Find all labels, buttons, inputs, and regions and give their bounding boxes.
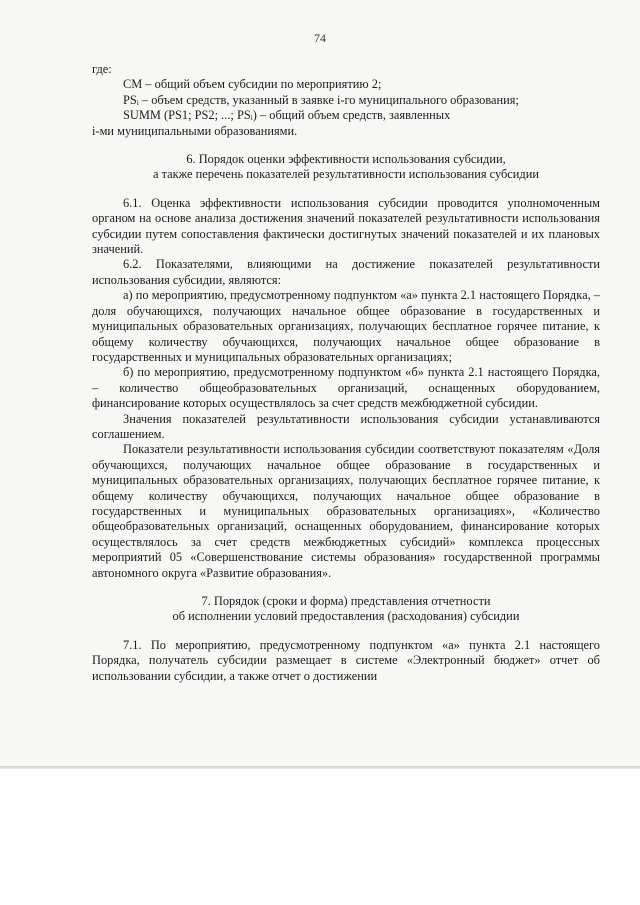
intro-where: где: bbox=[92, 62, 112, 76]
paragraph-7-1: 7.1. По мероприятию, предусмотренному подпунктом «а» пункта 2.1 настоящего Порядка, получатель субсидии размещает в системе «Электронный бюджет» отчет об использовании субсидии, а также отчет о достижении bbox=[92, 637, 600, 683]
item-a: а) по мероприятию, предусмотренному подпунктом «а» пункта 2.1 настоящего Порядка, – доля обучающихся, получающих начальное общее образование в государственных и муниципальных образовательных организациях, получающих бесплатное горячее питание, к общему количеству обучающихся, получающих начальное общее образование в государственных и муниципальных образовательных организациях; bbox=[92, 288, 600, 364]
section7-title-line2: об исполнении условий предоставления (расходования) субсидии bbox=[172, 609, 520, 624]
page-number: 74 bbox=[314, 31, 326, 45]
section7-title-line1: 7. Порядок (сроки и форма) представления отчетности bbox=[201, 594, 491, 608]
document-body bbox=[92, 62, 600, 684]
definition-ps: PSᵢ – объем средств, указанный в заявке i-го муниципального образования; bbox=[123, 92, 519, 107]
paragraph-values: Значения показателей результативности использования субсидии устанавливаются соглашением. bbox=[92, 411, 600, 441]
definition-summ: SUMM (PS1; PS2; ...; PSᵢ) – общий объем средств, заявленных bbox=[123, 108, 451, 123]
paragraph-indicators: Показатели результативности использования субсидии соответствуют показателям «Доля обучающихся, получающих начальное общее образование в государственных и муниципальных образовательных организациях, получающих бесплатное горячее питание, к общему количеству обучающихся, получающих начальное общее образование в государственных и муниципальных образовательных организациях», «Количество общеобразовательных организаций, оснащенных оборудованием, финансирование которых осуществлялось за счет средств межбюджетных субсидий» комплекса процессных мероприятий 05 «Совершенствование системы образования» государственной программы автономного округа «Развитие образования». bbox=[92, 442, 600, 580]
item-b: б) по мероприятию, предусмотренному подпунктом «б» пункта 2.1 настоящего Порядка, – количество общеобразовательных организаций, оснащенных оборудованием, финансирование которых осуществлялось за счет средств межбюджетной субсидии. bbox=[92, 365, 600, 411]
section6-title-line2: а также перечень показателей результативности использования субсидии bbox=[152, 167, 540, 182]
definition-cm: СМ – общий объем субсидии по мероприятию 2; bbox=[123, 77, 382, 92]
page-edge-shadow bbox=[0, 766, 640, 769]
paragraph-6-2: 6.2. Показателями, влияющими на достижение показателей результативности использования субсидии, являются: bbox=[92, 257, 600, 287]
definition-summ-cont: i-ми муниципальными образованиями. bbox=[92, 123, 298, 138]
section6-title-line1: 6. Порядок оценки эффективности использования субсидии, bbox=[186, 152, 506, 167]
paragraph-6-1: 6.1. Оценка эффективности использования субсидии проводится уполномоченным органом на основе анализа достижения значений показателей результативности использования субсидии путем сопоставления фактически достигнутых значений показателей и их плановых значений. bbox=[92, 195, 600, 257]
